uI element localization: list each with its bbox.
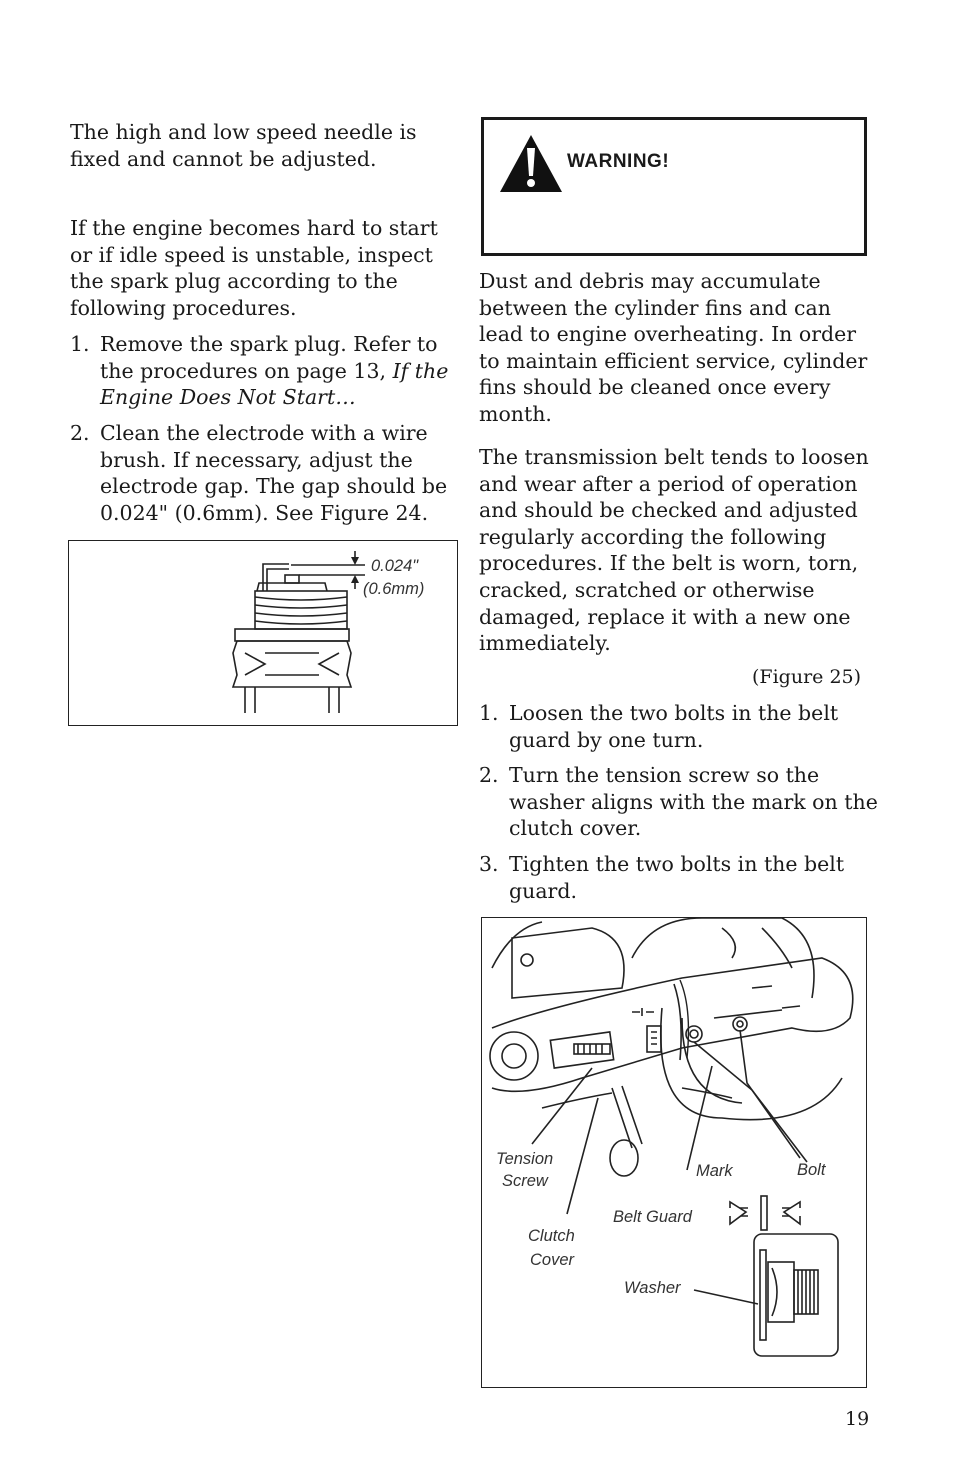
spark-plug-intro: If the engine becomes hard to start or if idle speed is unstable, inspect the spark plug according to the following procedures. [70,216,438,320]
step-number: 1. [479,701,499,725]
step-number: 3. [479,852,499,876]
warning-box [481,117,867,256]
step-text: Clean the electrode with a wire brush. If necessary, adjust the electrode gap. The gap should be 0.024" (0.6mm). See Figure 24. [100,421,448,525]
step-text: Tighten the two bolts in the belt guard. [509,852,845,903]
warning-label: WARNING! [567,151,670,172]
needle-paragraph: The high and low speed needle is fixed and cannot be adjusted. [70,120,417,171]
tension-label-1: Tension [496,1150,554,1168]
step-number: 2. [70,421,90,445]
clutch-label-1: Clutch [528,1227,575,1245]
figure-25 [481,917,867,1388]
tension-label-2: Screw [502,1172,548,1190]
mark-label: Mark [696,1162,733,1180]
page-number: 19 [845,1408,870,1430]
right-step-3 [479,851,869,904]
belt-paragraph: The transmission belt tends to loosen and wear after a period of operation and should be checked and adjusted regularly according the following procedures. If the belt is worn, torn, cracked, scratched or otherwise damaged, replace it with a new one immediately. [479,445,869,656]
cylinder-fins-paragraph: Dust and debris may accumulate between the cylinder fins and can lead to engine overheating. In order to maintain efficient service, cylinder fins should be cleaned once every month. [479,269,868,426]
gap-mm-label: (0.6mm) [363,580,425,598]
belt-guard-illustration [482,918,866,1387]
bolt-label: Bolt [797,1161,826,1179]
washer-label: Washer [624,1279,681,1297]
left-step-1 [70,331,460,411]
step-text: Remove the spark plug. Refer to the procedures on page 13, [100,332,438,383]
warning-triangle-icon [496,130,566,200]
right-step-1 [479,700,869,753]
figure-24 [68,540,458,726]
step-italic-ref: If the Engine Does Not Start… [100,358,449,410]
clutch-label-2: Cover [530,1251,575,1269]
left-step-2 [70,420,470,526]
gap-inches-label: 0.024" [371,557,419,575]
figure-25-reference: (Figure 25) [752,666,862,688]
step-text: Loosen the two bolts in the belt guard by one turn. [509,701,839,752]
step-number: 1. [70,332,90,356]
belt-guard-label: Belt Guard [613,1208,692,1226]
step-number: 2. [479,763,499,787]
spark-plug-illustration [69,541,457,725]
step-text: Turn the tension screw so the washer aligns with the mark on the clutch cover. [509,763,878,841]
right-step-2 [479,762,879,842]
